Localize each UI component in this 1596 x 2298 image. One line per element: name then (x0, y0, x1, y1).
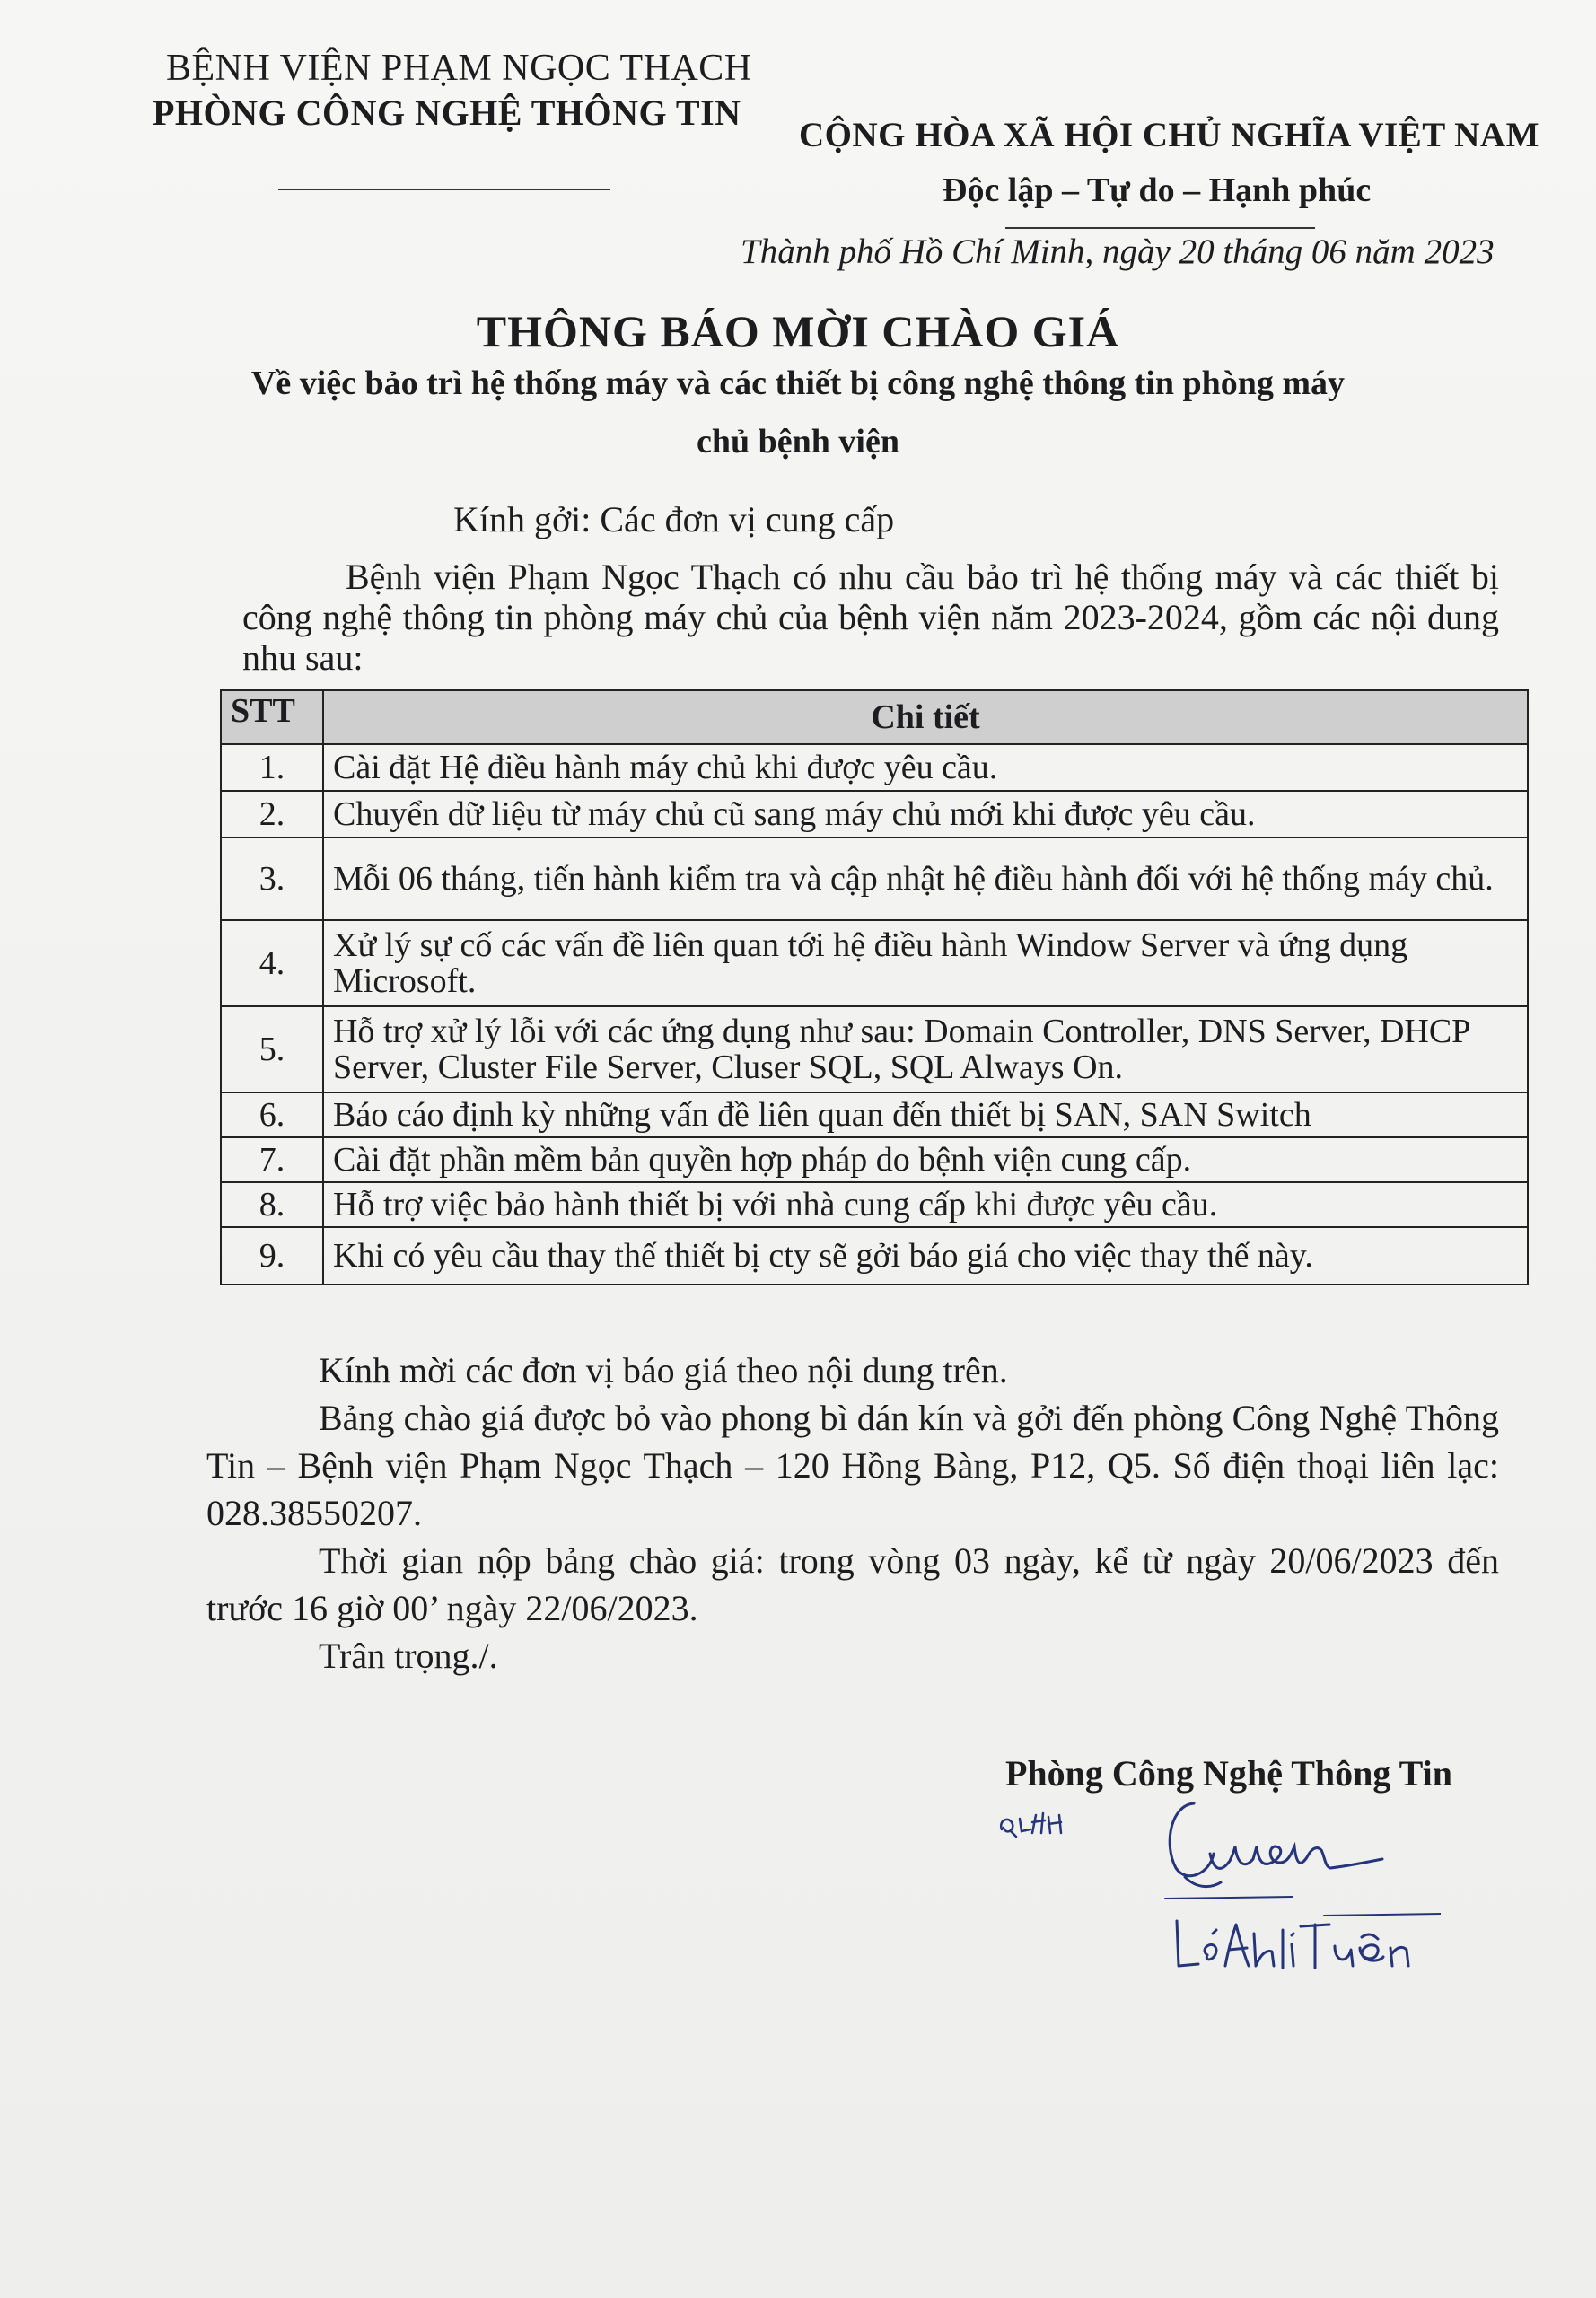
document-subtitle-line2: chủ bệnh viện (697, 423, 899, 460)
row-detail: Báo cáo định kỳ những vấn đề liên quan đến thiết bị SAN, SAN Switch (323, 1092, 1528, 1137)
date-line: Thành phố Hồ Chí Minh, ngày 20 tháng 06 năm 2023 (741, 232, 1495, 271)
signature-department: Phòng Công Nghệ Thông Tin (1005, 1753, 1452, 1794)
row-detail: Hỗ trợ xử lý lỗi với các ứng dụng như sau: Domain Controller, DNS Server, DHCP Server, Cluster File Server, Cluser SQL, SQL Always On. (323, 1006, 1528, 1092)
national-title: CỘNG HÒA XÃ HỘI CHỦ NGHĨA VIỆT NAM (799, 116, 1539, 154)
closing-section (206, 1346, 1499, 1680)
row-number: 1. (221, 744, 323, 791)
row-number: 6. (221, 1092, 323, 1137)
intro-text: Bệnh viện Phạm Ngọc Thạch có nhu cầu bảo trì hệ thống máy và các thiết bị công nghệ thông tin phòng máy chủ của bệnh viện năm 2023-2024, gồm các nội dung nhu sau: (242, 557, 1499, 678)
table-row (221, 1137, 1528, 1182)
table-row (221, 838, 1528, 920)
handwritten-signature (1158, 1791, 1391, 1908)
closing-deadline: Thời gian nộp bảng chào giá: trong vòng 03 ngày, kể từ ngày 20/06/2023 đến trước 16 giờ 00’ ngày 22/06/2023. (206, 1540, 1499, 1628)
task-table (220, 689, 1529, 1285)
closing-regards: Trân trọng./. (319, 1636, 498, 1676)
handwritten-name (1171, 1903, 1441, 1984)
document-subtitle-line1: Về việc bảo trì hệ thống máy và các thiết bị công nghệ thông tin phòng máy (250, 364, 1346, 402)
motto-underline (1005, 227, 1315, 229)
intro-paragraph (242, 557, 1499, 678)
row-number: 8. (221, 1182, 323, 1227)
row-number: 7. (221, 1137, 323, 1182)
table-row (221, 791, 1528, 838)
org-underline (278, 189, 610, 190)
row-number: 2. (221, 791, 323, 838)
table-row (221, 1227, 1528, 1285)
row-detail: Cài đặt Hệ điều hành máy chủ khi được yêu cầu. (323, 744, 1528, 791)
row-number: 3. (221, 838, 323, 920)
row-detail: Chuyển dữ liệu từ máy chủ cũ sang máy chủ mới khi được yêu cầu. (323, 791, 1528, 838)
row-number: 4. (221, 920, 323, 1006)
header-stt: STT (221, 690, 323, 744)
closing-submission: Bảng chào giá được bỏ vào phong bì dán kín và gởi đến phòng Công Nghệ Thông Tin – Bệnh viện Phạm Ngọc Thạch – 120 Hồng Bàng, P12, Q5. Số điện thoại liên lạc: 028.38550207. (206, 1398, 1499, 1533)
row-detail: Hỗ trợ việc bảo hành thiết bị với nhà cung cấp khi được yêu cầu. (323, 1182, 1528, 1227)
row-number: 5. (221, 1006, 323, 1092)
org-name-department: PHÒNG CÔNG NGHỆ THÔNG TIN (153, 92, 741, 133)
table-row (221, 920, 1528, 1006)
table-row (221, 1006, 1528, 1092)
greeting: Kính gởi: Các đơn vị cung cấp (453, 499, 895, 539)
row-detail: Cài đặt phần mềm bản quyền hợp pháp do bệnh viện cung cấp. (323, 1137, 1528, 1182)
row-detail: Mỗi 06 tháng, tiến hành kiểm tra và cập nhật hệ điều hành đối với hệ thống máy chủ. (323, 838, 1528, 920)
table-row (221, 744, 1528, 791)
closing-invitation: Kính mời các đơn vị báo giá theo nội dung trên. (319, 1350, 1008, 1390)
org-name-hospital: BỆNH VIỆN PHẠM NGỌC THẠCH (166, 48, 752, 89)
document-title: THÔNG BÁO MỜI CHÀO GIÁ (476, 306, 1120, 356)
row-detail: Xử lý sự cố các vấn đề liên quan tới hệ điều hành Window Server và ứng dụng Microsoft. (323, 920, 1528, 1006)
table-row (221, 1182, 1528, 1227)
initials-mark (996, 1802, 1095, 1847)
table-header-row (221, 690, 1528, 744)
national-motto: Độc lập – Tự do – Hạnh phúc (943, 171, 1372, 209)
row-number: 9. (221, 1227, 323, 1285)
table-row (221, 1092, 1528, 1137)
row-detail: Khi có yêu cầu thay thế thiết bị cty sẽ gởi báo giá cho việc thay thế này. (323, 1227, 1528, 1285)
header-detail: Chi tiết (323, 690, 1528, 744)
